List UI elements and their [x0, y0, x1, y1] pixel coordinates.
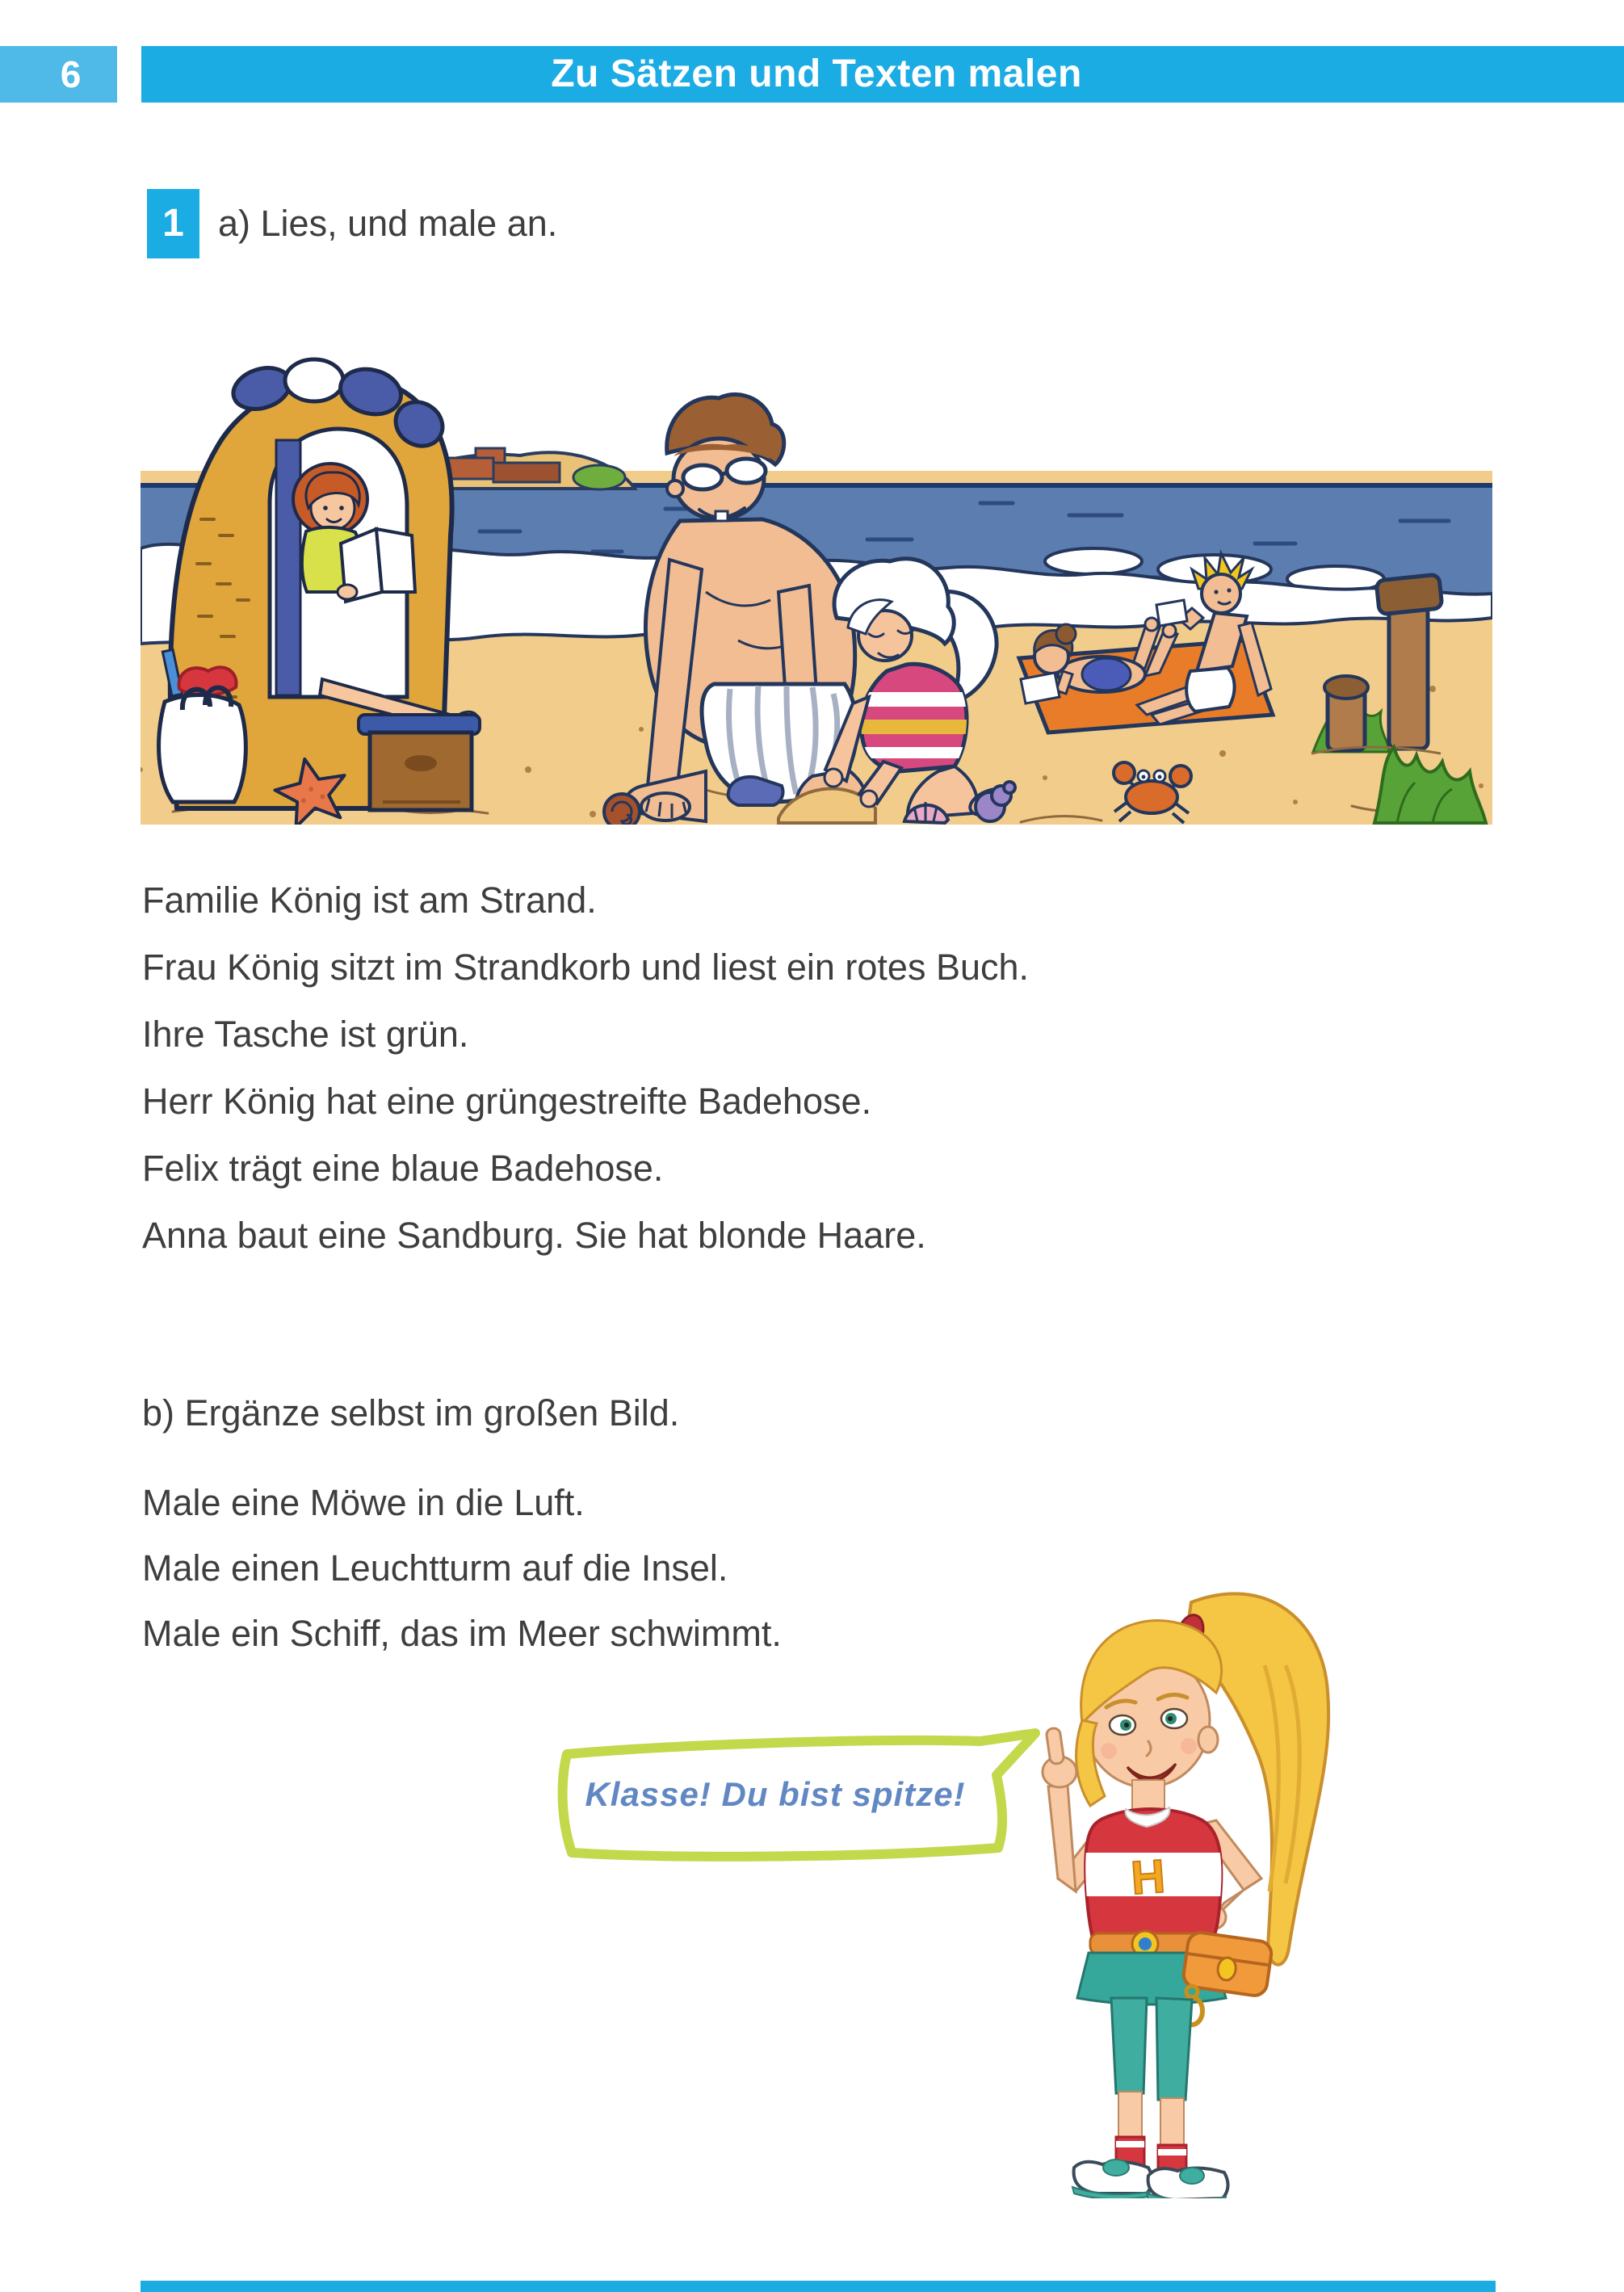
book: [338, 529, 415, 602]
felix-blatt: [1156, 600, 1187, 626]
task: Male ein Schiff, das im Meer schwimmt.: [142, 1613, 782, 1654]
sentence: Felix trägt eine blaue Badehose.: [142, 1148, 664, 1189]
holz-hocker: [359, 715, 480, 810]
shirt-letter: H: [1129, 1849, 1167, 1905]
task: Male einen Leuchtturm auf die Insel.: [142, 1547, 728, 1589]
task: Male eine Möwe in die Luft.: [142, 1482, 585, 1523]
leggings: [1111, 1998, 1192, 2100]
sentence: Familie König ist am Strand.: [142, 879, 597, 921]
exercise-part-b-label: b) Ergänze selbst im großen Bild.: [142, 1392, 680, 1434]
speech-bubble-text: Klasse! Du bist spitze!: [585, 1775, 966, 1813]
papier: [1021, 673, 1060, 703]
page-number-badge: 6: [0, 46, 117, 103]
exercise-part-a-label: a) Lies, und male an.: [218, 203, 558, 244]
footer-bar: [141, 2281, 1496, 2292]
page-title: Zu Sätzen und Texten malen: [551, 52, 1082, 95]
sneakers: [1072, 2160, 1228, 2198]
island-bush: [573, 465, 625, 489]
weisse-tasche: [159, 649, 246, 802]
beach-scene-illustration: [141, 350, 1492, 825]
felix-kopf: [1202, 574, 1240, 613]
sentence: Frau König sitzt im Strandkorb und liest ein rotes Buch.: [142, 947, 1030, 988]
sentence: Anna baut eine Sandburg. Sie hat blonde Haare.: [142, 1215, 926, 1256]
blauer-badeanzug: [1082, 658, 1131, 691]
exercise-number-badge: 1: [147, 189, 199, 258]
sentence: Herr König hat eine grüngestreifte Badehose.: [142, 1081, 872, 1122]
exercise-sentences: [142, 867, 1450, 1269]
muschel-braun: [604, 794, 640, 825]
sentence: Ihre Tasche ist grün.: [142, 1014, 469, 1055]
felix-badehose: [1186, 668, 1234, 712]
mascot-girl: [1026, 1568, 1349, 2198]
